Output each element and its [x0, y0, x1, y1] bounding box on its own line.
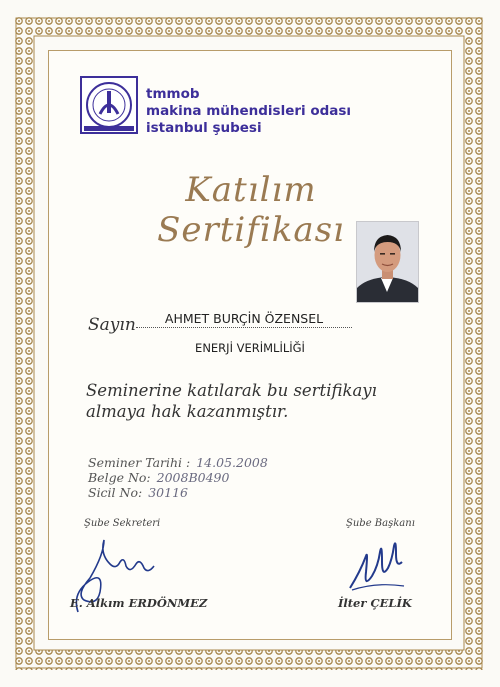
- left-signatory-role: Şube Sekreteri: [84, 518, 161, 529]
- seminar-date-value: 14.05.2008: [196, 455, 268, 470]
- organization-name: [146, 86, 351, 137]
- right-signatory-role: Şube Başkanı: [346, 518, 415, 529]
- org-line-2: makina mühendisleri odası: [146, 103, 352, 119]
- seminar-topic: ENERJİ VERİMLİLİĞİ: [195, 341, 305, 355]
- document-no-label: Belge No:: [88, 470, 151, 485]
- recipient-photo: [356, 221, 419, 303]
- certificate-details: [88, 455, 268, 500]
- seminar-date-row: [88, 455, 268, 470]
- registry-no-label: Sicil No:: [88, 485, 143, 500]
- organization-logo: [80, 76, 138, 134]
- org-line-1: tmmob: [146, 86, 200, 102]
- salutation: Sayın: [88, 315, 136, 335]
- certificate-title: Katılım Sertifikası: [157, 170, 345, 250]
- right-signature: [346, 532, 406, 598]
- certificate-statement: Seminerine katılarak bu sertifikayı almaya hak kazanmıştır.: [86, 381, 377, 421]
- left-signatory-name: E. Alkım ERDÖNMEZ: [70, 596, 208, 610]
- document-no-row: [88, 470, 268, 485]
- right-signatory-name: İlter ÇELİK: [338, 596, 412, 610]
- org-line-3: istanbul şubesi: [146, 120, 262, 136]
- registry-no-row: [88, 485, 268, 500]
- registry-no-value: 30116: [148, 485, 188, 500]
- seminar-date-label: Seminer Tarihi :: [88, 455, 191, 470]
- document-no-value: 2008B0490: [156, 470, 230, 485]
- recipient-name: AHMET BURÇİN ÖZENSEL: [136, 311, 352, 328]
